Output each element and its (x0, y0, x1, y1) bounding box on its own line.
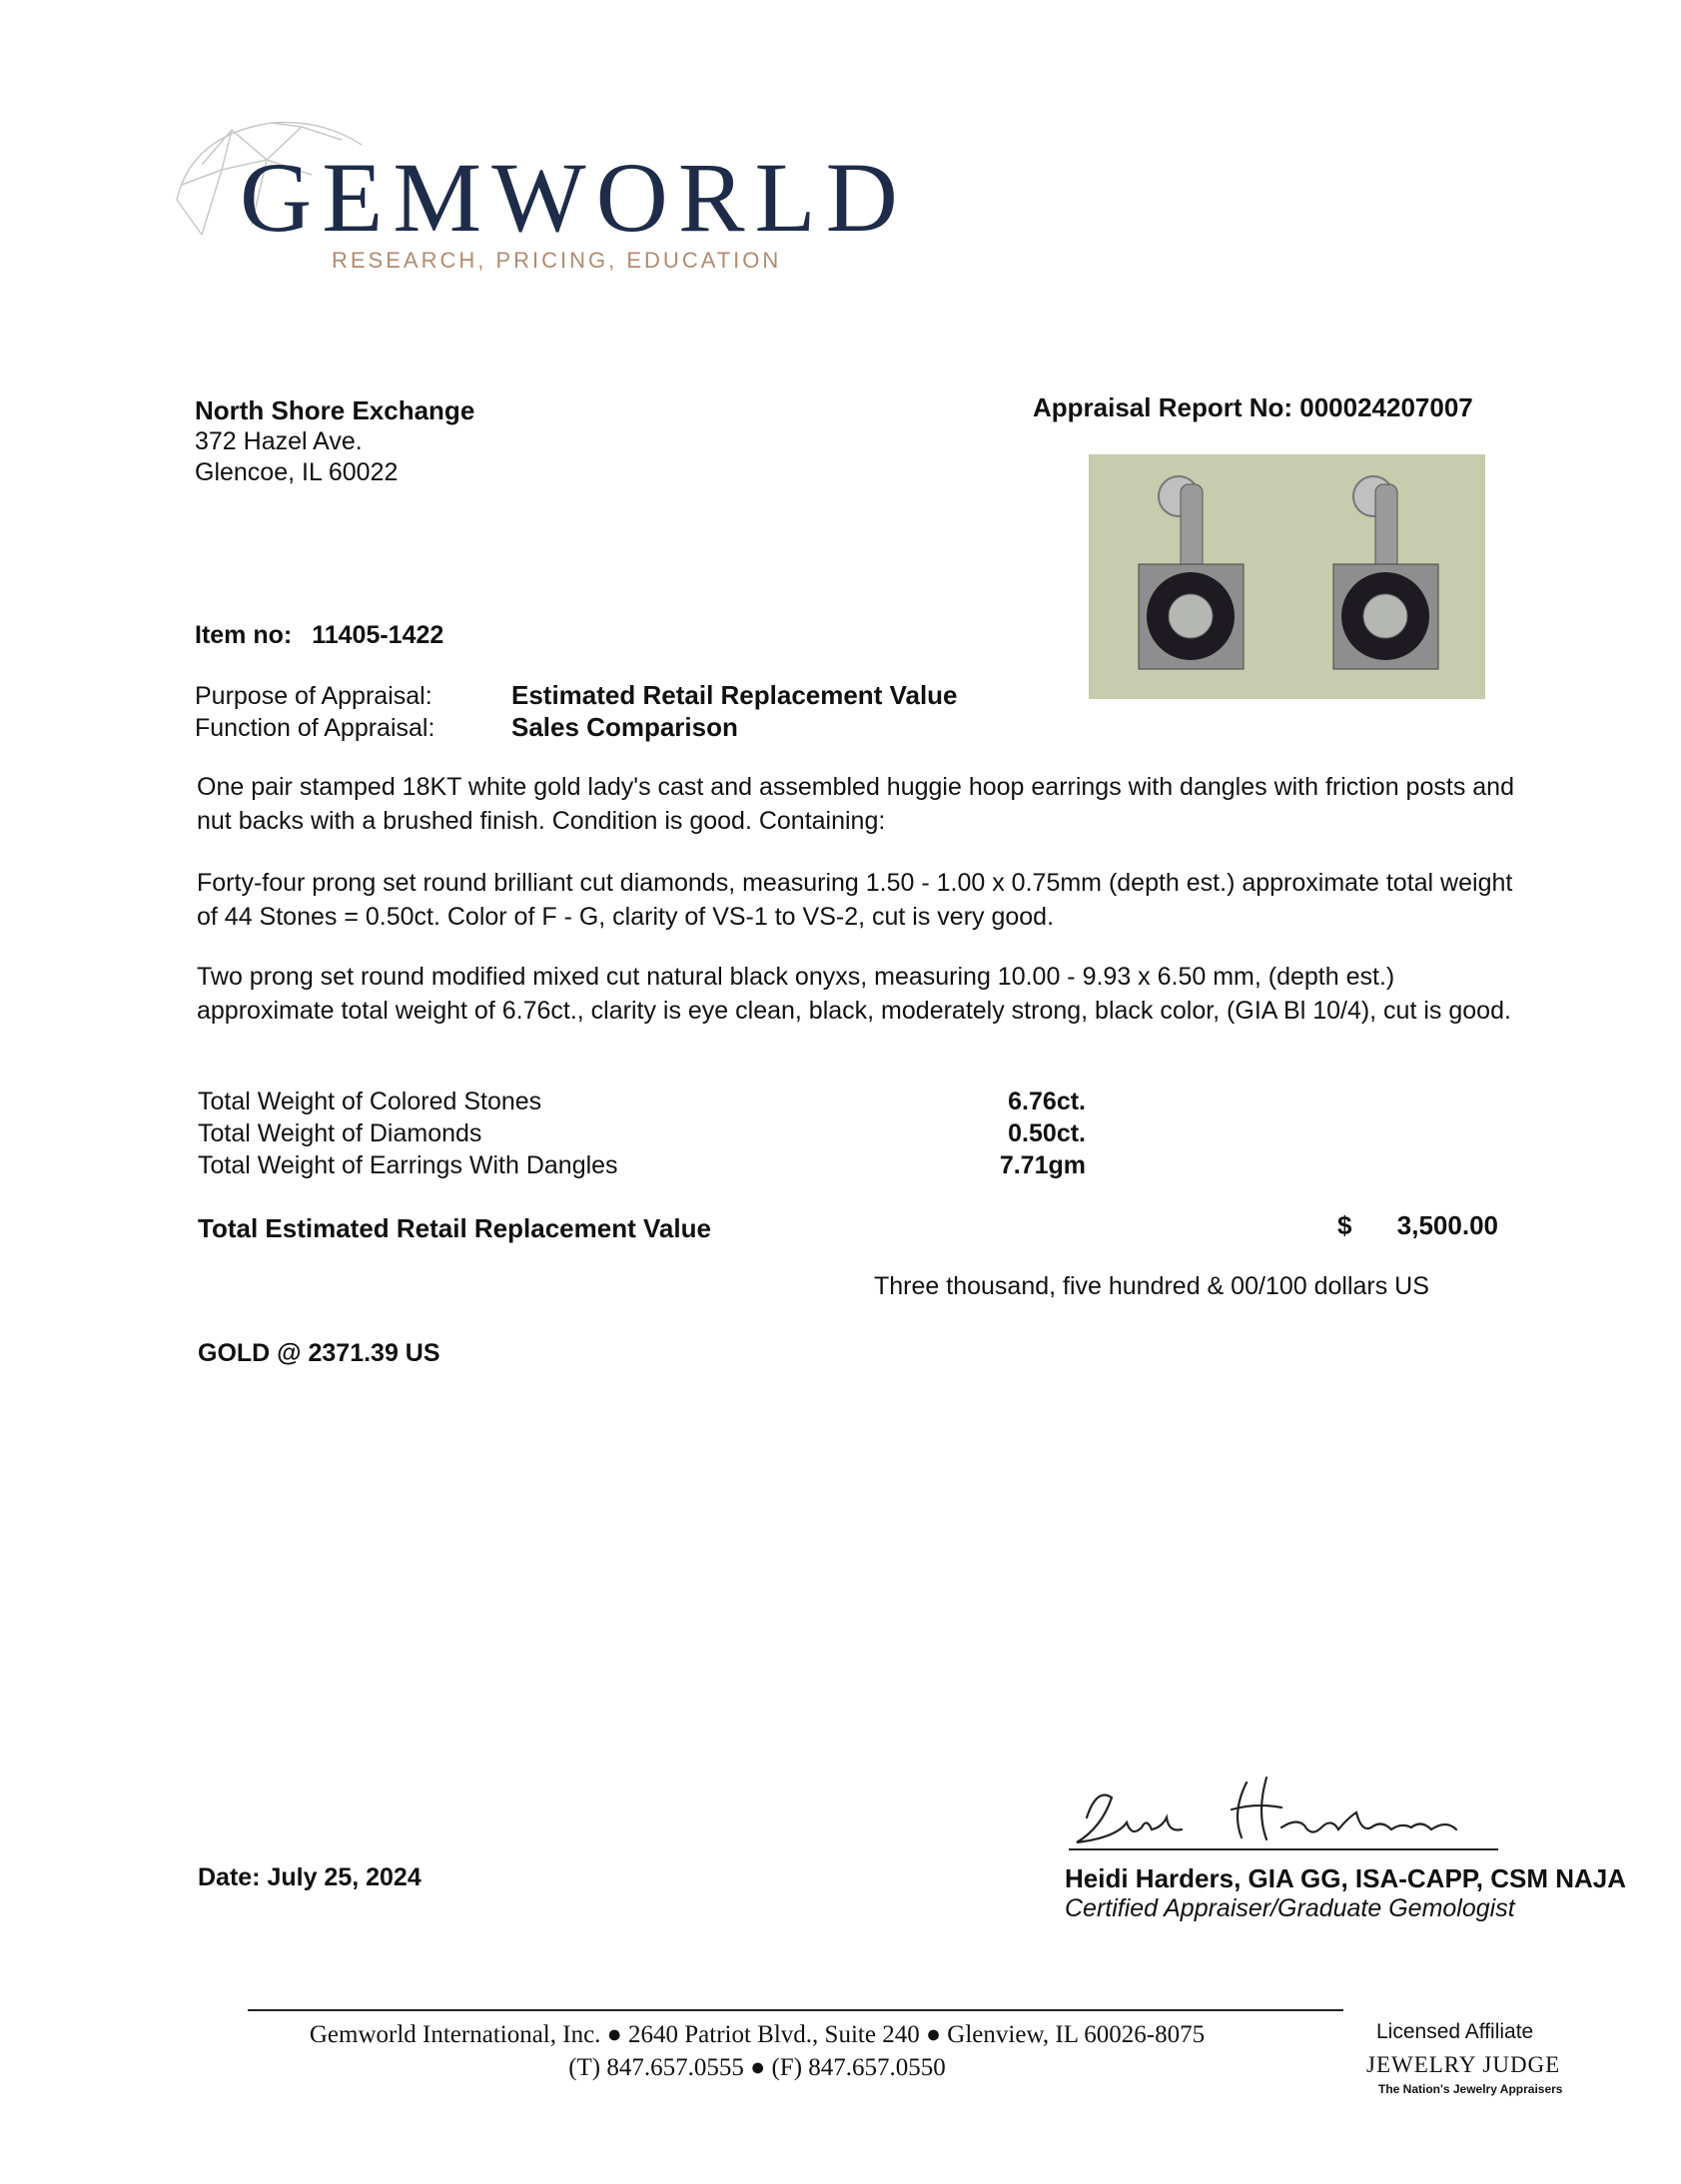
total-diamonds-value: 0.50ct. (1008, 1119, 1086, 1147)
affiliate-label: Licensed Affiliate (1376, 2020, 1534, 2043)
earrings-photo (1089, 454, 1485, 699)
signature-line (1069, 1848, 1498, 1850)
currency-symbol: $ (1337, 1210, 1352, 1240)
total-value-label: Total Estimated Retail Replacement Value (198, 1213, 711, 1243)
affiliate-tagline: The Nation's Jewelry Appraisers (1378, 2082, 1563, 2096)
footer-divider (248, 2009, 1343, 2011)
total-colored-stones-label: Total Weight of Colored Stones (198, 1088, 542, 1115)
signature (1057, 1758, 1496, 1857)
footer-address: Gemworld International, Inc. ● 2640 Patriot Blvd., Suite 240 ● Glenview, IL 60026-8075 (309, 2021, 1206, 2048)
purpose-label: Purpose of Appraisal: (195, 682, 432, 710)
description-paragraph: One pair stamped 18KT white gold lady's cast and assembled huggie hoop earrings with dangles with friction posts and nut backs with a brushed finish. Condition is good. Containing: (197, 773, 1514, 835)
function-value: Sales Comparison (511, 712, 738, 742)
appraiser-title: Certified Appraiser/Graduate Gemologist (1065, 1894, 1515, 1922)
logo-wordmark: GEMWORLD (240, 142, 908, 253)
gold-price: GOLD @ 2371.39 US (198, 1339, 440, 1367)
footer-phone: (T) 847.657.0555 ● (F) 847.657.0550 (568, 2054, 946, 2081)
total-colored-stones-value: 6.76ct. (1008, 1088, 1086, 1115)
onyx-paragraph: Two prong set round modified mixed cut natural black onyxs, measuring 10.00 - 9.93 x 6.50 mm, (depth est.) approximate total weight of 6.76ct., clarity is eye clean, black, moderately strong, black color, (GIA Bl 10/4), cut is good. (197, 963, 1511, 1025)
logo-tagline: RESEARCH, PRICING, EDUCATION (332, 248, 782, 273)
total-value-words: Three thousand, five hundred & 00/100 dollars US (874, 1272, 1429, 1300)
appraisal-date: Date: July 25, 2024 (198, 1863, 421, 1891)
appraiser-name: Heidi Harders, GIA GG, ISA-CAPP, CSM NAJA (1065, 1863, 1627, 1893)
purpose-value: Estimated Retail Replacement Value (511, 680, 958, 710)
client-address-line2: Glencoe, IL 60022 (195, 458, 399, 486)
total-value-amount: 3,500.00 (1396, 1210, 1498, 1240)
report-number: Appraisal Report No: 000024207007 (1033, 392, 1473, 422)
item-number-value: 11405-1422 (312, 621, 444, 649)
client-name: North Shore Exchange (195, 395, 475, 425)
total-earrings-weight-value: 7.71gm (999, 1151, 1086, 1179)
diamonds-paragraph: Forty-four prong set round brilliant cut diamonds, measuring 1.50 - 1.00 x 0.75mm (depth est.) approximate total weight of 44 Stones = 0.50ct. Color of F - G, clarity of VS-1 to VS-2, cut is very good. (197, 869, 1513, 931)
function-label: Function of Appraisal: (195, 714, 435, 742)
client-address-line1: 372 Hazel Ave. (195, 427, 363, 455)
item-number: Item no: 11405-1422 (195, 621, 444, 649)
total-diamonds-label: Total Weight of Diamonds (198, 1119, 482, 1147)
affiliate-logo: JEWELRY JUDGE (1366, 2052, 1561, 2077)
total-earrings-weight-label: Total Weight of Earrings With Dangles (198, 1151, 618, 1179)
